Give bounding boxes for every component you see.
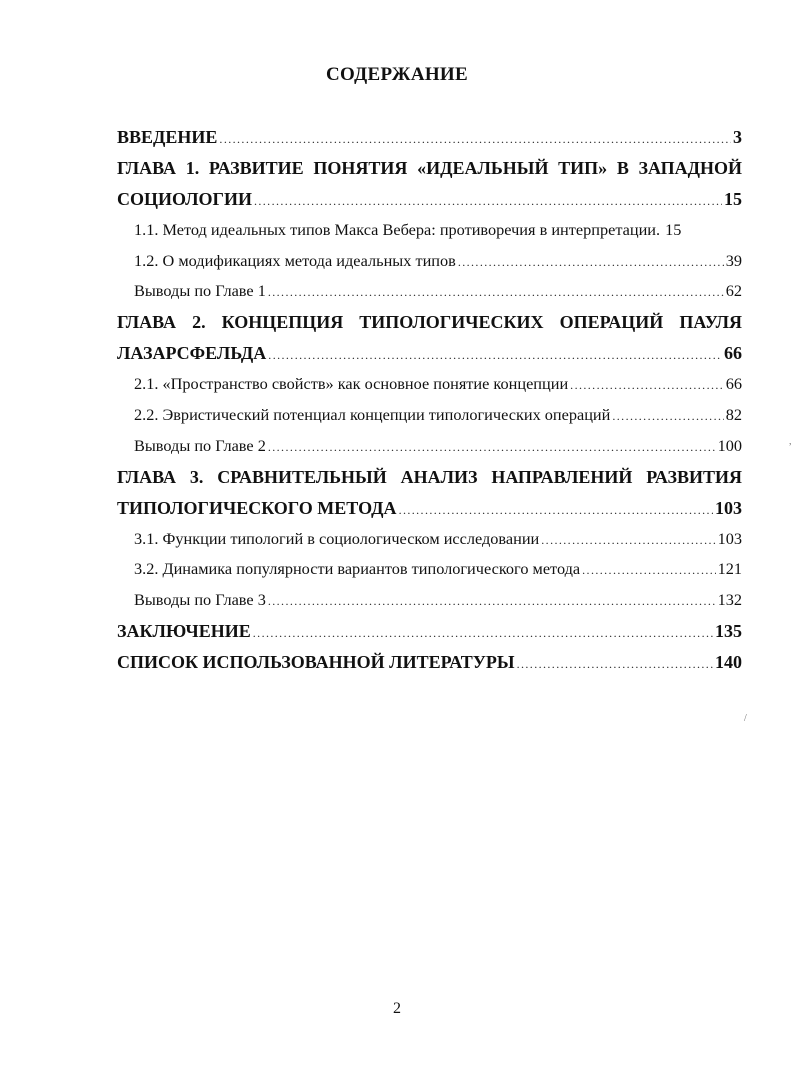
dot-leader (458, 247, 724, 278)
dot-leader (268, 432, 716, 463)
toc-entry-title: Выводы по Главе 3 (134, 590, 266, 610)
dot-leader (570, 370, 724, 401)
toc-entry-title: 3.2. Динамика популярности вариантов типологического метода (134, 559, 581, 579)
table-of-contents (117, 122, 742, 678)
dot-leader (268, 340, 722, 371)
toc-page-number: 82 (725, 405, 742, 425)
toc-entry-title: 1.1. Метод идеальных типов Макса Вебера: противоречия в интерпретации. (134, 219, 661, 239)
toc-entry-title: Выводы по Главе 2 (134, 435, 266, 455)
toc-entry-title: СОЦИОЛОГИИ (117, 188, 252, 209)
toc-page-number: 135 (715, 621, 742, 642)
toc-page-number: 140 (715, 652, 742, 673)
dot-leader (219, 124, 731, 155)
toc-entry-title: 1.2. О модификациях метода идеальных типов (134, 250, 456, 270)
toc-chapter-1-heading-line[interactable]: ГЛАВА 1. РАЗВИТИЕ ПОНЯТИЯ «ИДЕАЛЬНЫЙ ТИП» В ЗАПАДНОЙ (117, 157, 742, 178)
dot-leader (253, 618, 713, 649)
toc-page-number: 3 (733, 127, 742, 147)
toc-page-number: 121 (717, 559, 742, 579)
toc-page-number: 62 (725, 281, 742, 301)
dot-leader (582, 555, 715, 586)
toc-page-number: 66 (724, 343, 742, 364)
toc-page-number: 66 (725, 374, 742, 394)
dot-leader (517, 649, 713, 680)
toc-page-number: 39 (725, 250, 742, 270)
toc-entry-chapter-3[interactable] (117, 493, 742, 524)
toc-page-number: 103 (717, 528, 742, 548)
dot-leader (399, 495, 713, 526)
toc-entry-title: 2.1. «Пространство свойств» как основное понятие концепции (134, 374, 569, 394)
scan-speck: , (789, 436, 792, 447)
toc-entry-section-2-1[interactable] (117, 369, 742, 400)
toc-chapter-2-heading-line[interactable]: ГЛАВА 2. КОНЦЕПЦИЯ ТИПОЛОГИЧЕСКИХ ОПЕРАЦИЙ ПАУЛЯ (117, 312, 742, 333)
page-title: СОДЕРЖАНИЕ (326, 64, 468, 85)
toc-entry-section-1-2[interactable] (117, 246, 742, 277)
dot-leader (541, 525, 715, 556)
dot-leader (268, 277, 724, 308)
toc-page-number: 103 (715, 497, 742, 518)
toc-entry-section-3-1[interactable] (117, 524, 742, 555)
toc-entry-section-3-2[interactable] (117, 554, 742, 585)
toc-entry-conclusions-3[interactable] (117, 585, 742, 616)
toc-entry-title: ТИПОЛОГИЧЕСКОГО МЕТОДА (117, 497, 397, 518)
dot-leader (612, 401, 723, 432)
toc-entry-title: Выводы по Главе 1 (134, 281, 266, 301)
toc-page-number: 100 (717, 435, 742, 455)
toc-entry-bibliography[interactable] (117, 647, 742, 678)
toc-entry-conclusion[interactable] (117, 616, 742, 647)
dot-leader (254, 186, 722, 217)
toc-entry-chapter-1[interactable] (117, 184, 742, 215)
toc-page-number: 132 (717, 590, 742, 610)
page-number: 2 (393, 1000, 401, 1017)
toc-entry-title: ЛАЗАРСФЕЛЬДА (117, 343, 267, 364)
toc-entry-chapter-2[interactable] (117, 338, 742, 369)
toc-entry-introduction[interactable] (117, 122, 742, 153)
toc-entry-section-2-2[interactable] (117, 400, 742, 431)
dot-leader (268, 586, 716, 617)
toc-page-number: 15 (665, 219, 682, 239)
toc-entry-conclusions-2[interactable] (117, 431, 742, 462)
toc-entry-title: СПИСОК ИСПОЛЬЗОВАННОЙ ЛИТЕРАТУРЫ (117, 652, 515, 673)
toc-entry-conclusions-1[interactable] (117, 276, 742, 307)
toc-page-number: 15 (724, 188, 742, 209)
scan-speck: / (744, 713, 747, 724)
toc-entry-section-1-1[interactable] (117, 215, 742, 246)
toc-entry-title: 3.1. Функции типологий в социологическом исследовании (134, 528, 540, 548)
toc-entry-title: 2.2. Эвристический потенциал концепции типологических операций (134, 405, 611, 425)
toc-entry-title: ВВЕДЕНИЕ (117, 127, 218, 147)
toc-entry-title: ЗАКЛЮЧЕНИЕ (117, 621, 251, 642)
toc-chapter-3-heading-line[interactable]: ГЛАВА 3. СРАВНИТЕЛЬНЫЙ АНАЛИЗ НАПРАВЛЕНИЙ РАЗВИТИЯ (117, 466, 742, 487)
